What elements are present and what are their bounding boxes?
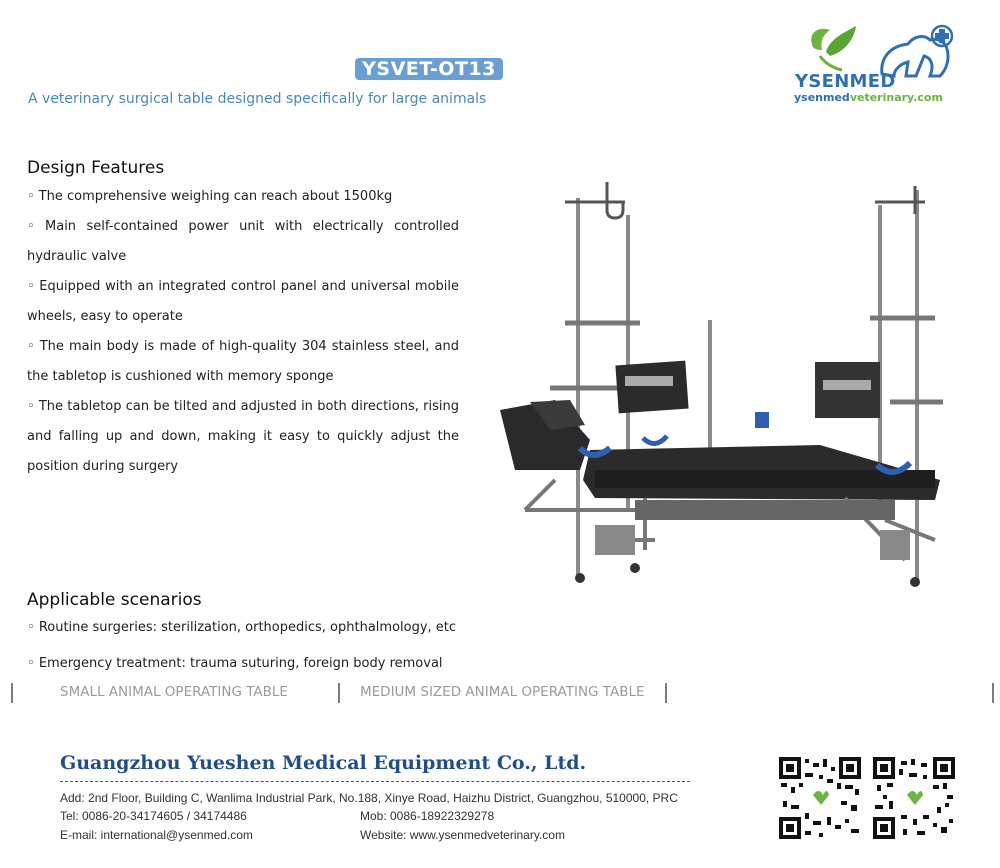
surgical-table-image	[495, 180, 945, 590]
nav-divider	[338, 683, 340, 703]
nav-divider	[665, 683, 667, 703]
company-email[interactable]: E-mail: international@ysenmed.com	[60, 828, 253, 842]
product-model-badge: YSVET-OT13	[355, 58, 503, 80]
nav-link-medium-animal-table[interactable]: MEDIUM SIZED ANIMAL OPERATING TABLE	[360, 684, 645, 700]
product-subtitle: A veterinary surgical table designed specifically for large animals	[28, 91, 487, 107]
qr-code-icon[interactable]	[873, 757, 955, 839]
company-address: Add: 2nd Floor, Building C, Wanlima Industrial Park, No.188, Xinye Road, Haizhu District, Guangzhou, 510000, PRC	[60, 791, 678, 805]
list-item: ◦ Main self-contained power unit with electrically controlled hydraulic valve	[27, 219, 460, 264]
qr-code-icon[interactable]	[779, 757, 861, 839]
company-tel: Tel: 0086-20-34174605 / 34174486	[60, 809, 247, 823]
list-item: ◦ Equipped with an integrated control panel and universal mobile wheels, easy to operate	[27, 279, 460, 324]
company-name: Guangzhou Yueshen Medical Equipment Co., Ltd.	[60, 752, 587, 774]
footer-divider	[60, 781, 690, 782]
list-item: ◦ The comprehensive weighing can reach about 1500kg	[27, 189, 393, 204]
list-item: ◦ Emergency treatment: trauma suturing, foreign body removal	[27, 656, 443, 671]
logo-brand-text: YSENMED	[795, 71, 896, 92]
list-item: ◦ The tabletop can be tilted and adjusted in both directions, rising and falling up and down, making it easy to quickly adjust the position during surgery	[27, 399, 459, 474]
nav-divider	[992, 683, 994, 703]
nav-link-small-animal-table[interactable]: SMALL ANIMAL OPERATING TABLE	[60, 684, 288, 700]
logo-mark-icon	[790, 22, 970, 78]
scenarios-title: Applicable scenarios	[27, 590, 202, 610]
design-features-title: Design Features	[27, 158, 165, 178]
company-mobile: Mob: 0086-18922329278	[360, 809, 495, 823]
list-item: ◦ Routine surgeries: sterilization, orthopedics, ophthalmology, etc	[27, 620, 457, 635]
list-item: ◦ The main body is made of high-quality 304 stainless steel, and the tabletop is cushioned with memory sponge	[27, 339, 459, 384]
company-website[interactable]: Website: www.ysenmedveterinary.com	[360, 828, 565, 842]
brand-logo[interactable]	[790, 22, 970, 106]
related-products-nav	[0, 680, 1000, 706]
nav-divider	[11, 683, 13, 703]
logo-url: ysenmedveterinary.com	[794, 91, 943, 104]
design-features-list	[27, 182, 459, 482]
